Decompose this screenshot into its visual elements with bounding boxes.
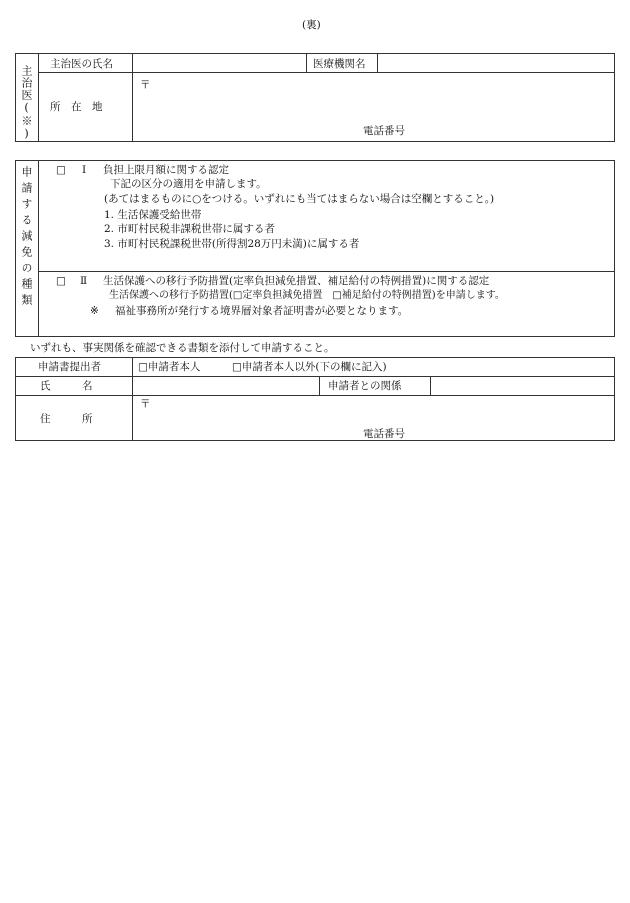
section2-line1[interactable]: 生活保護への移行予防措置(□定率負担減免措置 □補足給付の特例措置)を申請します。: [109, 290, 505, 301]
relation-field[interactable]: [433, 378, 612, 393]
section1-checkbox[interactable]: □: [56, 164, 66, 176]
section1-item-2[interactable]: 2. 市町村民税非課税世帯に属する者: [104, 223, 275, 235]
reduction-side-label: 申請する減免の種類: [20, 166, 33, 310]
section1-numeral: Ⅰ: [82, 164, 87, 176]
relation-label: 申請者との関係: [328, 380, 402, 392]
physician-side-label: 主治医(※): [20, 65, 33, 141]
applicant-name-field[interactable]: [135, 378, 316, 393]
section1-title: 負担上限月額に関する認定: [103, 164, 229, 176]
submitter-option-other[interactable]: □申請者本人以外(下の欄に記入): [232, 361, 387, 373]
section1-item-1[interactable]: 1. 生活保護受給世帯: [104, 209, 202, 221]
institution-field[interactable]: [380, 55, 612, 70]
section1-line1: 下記の区分の適用を申請します。: [110, 178, 267, 190]
applicant-postal-mark: 〒: [140, 398, 151, 410]
applicant-address-label: 住 所: [40, 413, 93, 425]
physician-postal-mark: 〒: [140, 79, 151, 91]
physician-name-field[interactable]: [135, 55, 303, 70]
section1-line2: (あてはまるものに○をつける。いずれにも当てはまらない場合は空欄とすること。): [104, 193, 495, 205]
physician-phone-field[interactable]: [415, 122, 610, 138]
physician-name-label: 主治医の氏名: [50, 58, 113, 70]
physician-address-field[interactable]: [135, 75, 613, 120]
applicant-address-field[interactable]: [135, 398, 613, 424]
physician-phone-label: 電話番号: [363, 125, 405, 137]
section2-checkbox[interactable]: □: [56, 275, 66, 287]
section2-note-mark: ※: [90, 305, 99, 317]
institution-label: 医療機関名: [313, 58, 366, 70]
notice-text: いずれも、事実関係を確認できる書類を添付して申請すること。: [30, 342, 335, 354]
submitter-option-self[interactable]: □申請者本人: [138, 361, 201, 373]
section1-item-3[interactable]: 3. 市町村民税課税世帯(所得割28万円未満)に属する者: [104, 238, 360, 250]
physician-address-label: 所 在 地: [50, 101, 103, 113]
submitter-label: 申請書提出者: [38, 361, 101, 373]
section2-numeral: Ⅱ: [80, 275, 88, 287]
page-label: (裏): [302, 19, 321, 31]
applicant-phone-field[interactable]: [415, 425, 610, 439]
applicant-phone-label: 電話番号: [363, 428, 405, 440]
section2-note: 福祉事務所が発行する境界層対象者証明書が必要となります。: [115, 305, 409, 317]
section2-title: 生活保護への移行予防措置(定率負担減免措置、補足給付の特例措置)に関する認定: [103, 275, 490, 287]
applicant-name-label: 氏 名: [40, 380, 93, 392]
